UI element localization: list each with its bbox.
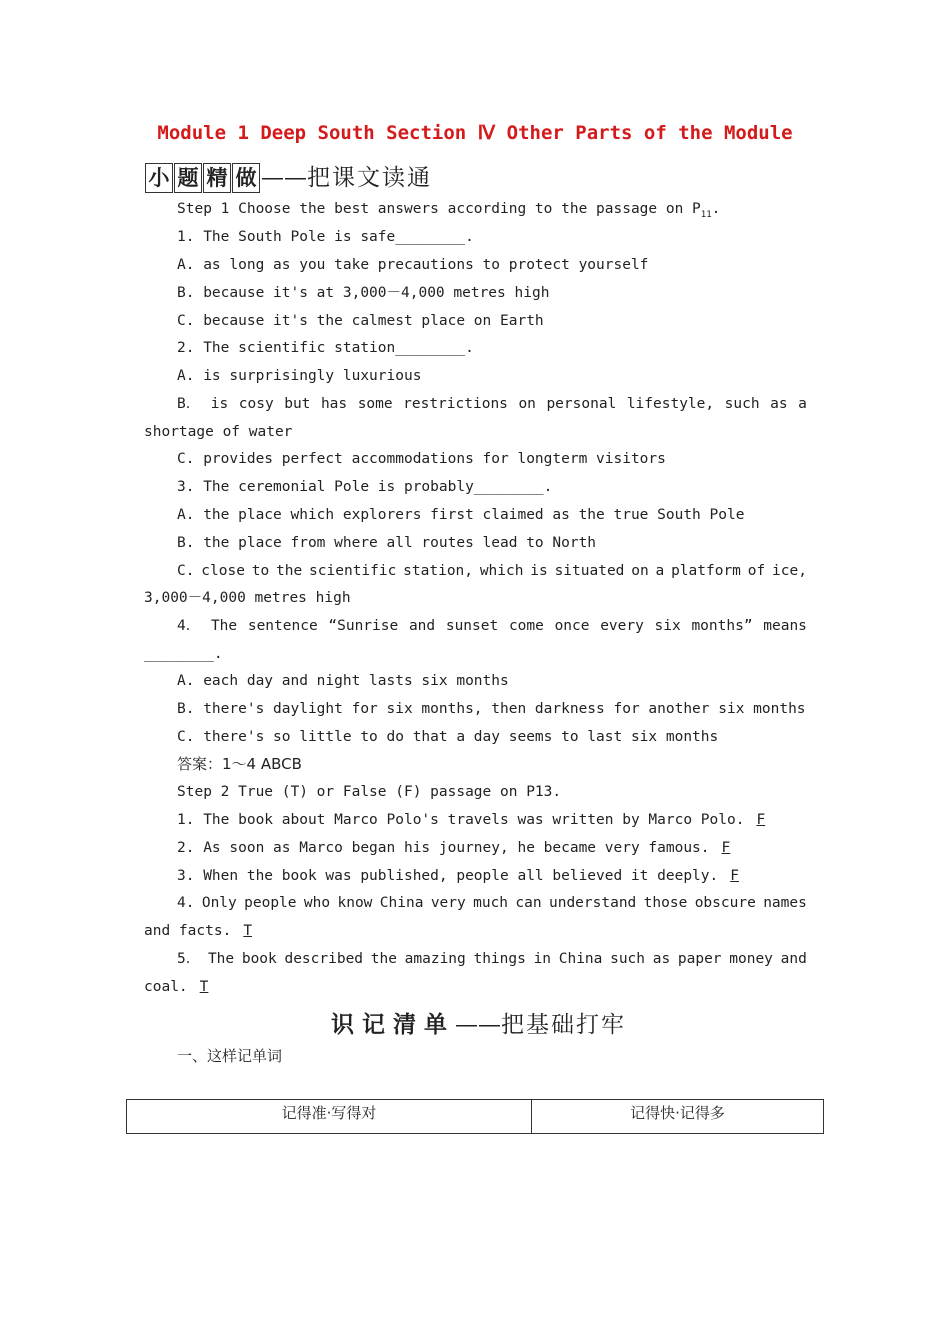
word: “Sunrise [328,618,399,634]
word: things [473,951,526,967]
word: such [724,396,760,412]
word: cosy [238,396,274,412]
word: know [337,895,373,911]
statement-text: coal. [144,979,188,995]
page-subscript: 11 [700,209,712,220]
step1-heading [177,199,720,225]
word: amazing [404,951,466,967]
word: understand [548,895,637,911]
word: those [643,895,688,911]
boxed-char: 小 [145,163,173,193]
document-title: Module 1 Deep South Section Ⅳ Other Parts of the Module [157,122,793,144]
question-stem-continuation: ________. [144,646,223,662]
word: a [655,563,665,579]
word: can [515,895,542,911]
word: scientific [309,563,397,579]
step1-heading-end: . [711,201,721,217]
option-continuation: 3,000－4,000 metres high [144,590,351,606]
statement-answer: F [730,868,739,884]
section-heading-reading [145,159,432,193]
boxed-char: 题 [174,163,202,193]
question-stem: 2. The scientific station________. [177,340,474,356]
option-continuation: shortage of water [144,424,293,440]
word: means [763,618,807,634]
statement-justified [177,893,807,913]
word: a [798,396,807,412]
section-heading-vocab [331,1006,626,1039]
word: once [554,618,590,634]
word: who [303,895,331,911]
question-stem: 1. The South Pole is safe________. [177,229,474,245]
answer-key: 答案：1～4 ABCB [177,755,302,773]
statement-text: 1. The book about Marco Polo's travels was written by Marco Polo. [177,812,745,828]
option: C. provides perfect accommodations for longterm visitors [177,451,666,467]
word: obscure [694,895,756,911]
word: the [276,563,303,579]
word: on [518,396,536,412]
vocab-heading: 一、这样记单词 [177,1047,283,1065]
statement-justified [177,949,807,969]
option: A. as long as you take precautions to protect yourself [177,257,649,273]
option: B. there's daylight for six months, then darkness for another six months [177,701,806,717]
word: is [210,396,229,412]
word: on [631,563,649,579]
table-header-cell: 记得准·写得对 [127,1100,532,1134]
statement-continuation [144,921,264,941]
word: situated [554,563,625,579]
word: in [533,951,552,967]
word: and [408,618,436,634]
word: restrictions [403,396,508,412]
option-justified [177,394,807,414]
table-header-cell: 记得快·记得多 [532,1100,824,1134]
step2-heading: Step 2 True (T) or False (F) passage on P13. [177,784,562,800]
word: C. [177,563,195,579]
word: people [244,895,297,911]
option: B. because it's at 3,000－4,000 metres high [177,285,550,301]
word: 4． [177,618,201,634]
word: lifestyle, [626,396,715,412]
step1-heading-text: Step 1 Choose the best answers according to the passage on P [177,201,701,217]
statement [177,838,742,858]
statement-continuation [144,977,220,997]
word: has [320,396,348,412]
word: much [473,895,509,911]
word: money [729,951,773,967]
statement [177,866,751,886]
word: platform [671,563,741,579]
option: A. is surprisingly luxurious [177,368,422,384]
word: B． [177,396,201,412]
boxed-char: 精 [203,163,231,193]
option: A. each day and night lasts six months [177,673,509,689]
word: the [370,951,397,967]
statement-answer: F [721,840,731,856]
statement-answer: F [756,812,766,828]
word: described [284,951,364,967]
statement-answer: T [199,979,209,995]
word: to [251,563,270,579]
word: personal [546,396,617,412]
word: but [284,396,311,412]
statement-text: and facts. [144,923,232,939]
word: paper [677,951,722,967]
option: B. the place from where all routes lead to North [177,535,597,551]
word: The [207,951,235,967]
word: ice, [772,563,807,579]
word: sentence [247,618,318,634]
option-justified [177,561,807,581]
statement-text: 2. As soon as Marco began his journey, he became very famous. [177,840,710,856]
statement-answer: T [243,923,253,939]
statement-text: 3. When the book was published, people all believed it deeply. [177,868,719,884]
word: come [508,618,544,634]
word: China [558,951,603,967]
heading-text: 把课文读通 [307,165,432,191]
word: Only [201,895,237,911]
word: some [357,396,393,412]
word: as [770,396,788,412]
word: is [530,563,548,579]
boxed-char: 做 [232,163,260,193]
word: and [780,951,807,967]
word: China [379,895,424,911]
heading-dash: —— [261,165,307,191]
word: every [600,618,644,634]
word: close [201,563,245,579]
heading-text: 把基础打牢 [501,1012,626,1038]
word: book [241,951,277,967]
word: names [763,895,807,911]
word: six [654,618,681,634]
word: station, [403,563,474,579]
word: 4. [177,895,195,911]
option: A. the place which explorers first claimed as the true South Pole [177,507,745,523]
table-row [127,1100,824,1134]
word: months” [691,618,753,634]
word: very [430,895,466,911]
word: such [610,951,646,967]
word: as [652,951,671,967]
word: which [479,563,524,579]
option: C. because it's the calmest place on Earth [177,313,544,329]
question-stem: 3. The ceremonial Pole is probably________. [177,479,553,495]
statement [177,810,777,830]
vocab-table [126,1099,824,1134]
heading-bold-text: 识记清单 [331,1011,455,1038]
word: of [747,563,766,579]
question-stem-justified [177,616,807,636]
option: C. there's so little to do that a day seems to last six months [177,729,719,745]
word: sunset [445,618,499,634]
word: 5． [177,951,201,967]
word: The [210,618,238,634]
heading-dash: —— [455,1012,501,1038]
